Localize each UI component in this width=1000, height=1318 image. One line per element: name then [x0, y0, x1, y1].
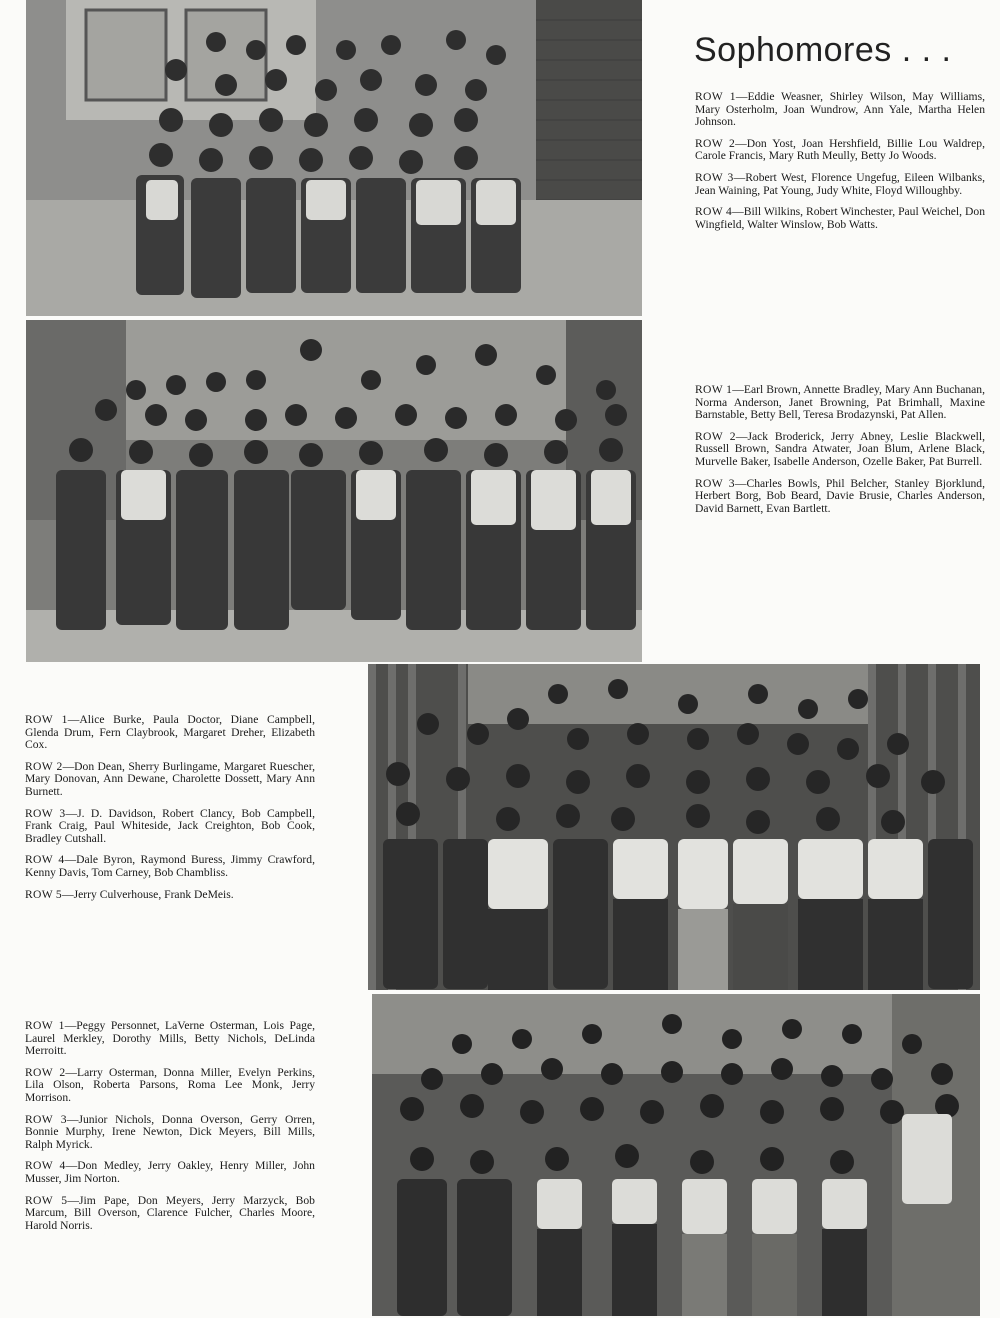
- row-names: Jim Pape, Don Meyers, Jerry Marzyck, Bob Marcum, Bill Overson, Clarence Fulcher, Charles Moore, Harold Norris.: [25, 1193, 315, 1232]
- caption-row: ROW 4—Bill Wilkins, Robert Winchester, Paul Weichel, Don Wingfield, Walter Winslow, Bob Watts.: [695, 205, 985, 231]
- row-label: ROW 3: [695, 170, 734, 184]
- row-names: Charles Bowls, Phil Belcher, Stanley Bjorklund, Herbert Borg, Bob Beard, Davie Brusie, Charles Anderson, David Barnett, Evan Bartlett.: [695, 476, 985, 515]
- page-title: Sophomores . . .: [694, 30, 952, 69]
- row-label: ROW 1: [695, 90, 736, 103]
- row-names: Dale Byron, Raymond Buress, Jimmy Crawford, Kenny Davis, Tom Carney, Bob Chambliss.: [25, 853, 315, 879]
- row-label: ROW 2: [695, 136, 736, 150]
- row-label: ROW 4: [25, 853, 65, 867]
- row-label: ROW 3: [25, 806, 66, 820]
- caption-section-2: [695, 384, 985, 524]
- row-label: ROW 2: [25, 759, 63, 773]
- row-label: ROW 4: [25, 1159, 66, 1173]
- class-photo-4: [372, 994, 980, 1316]
- caption-row: ROW 2—Larry Osterman, Donna Miller, Evelyn Perkins, Lila Olson, Roberta Parsons, Roma Lee Monk, Jerry Morrison.: [25, 1065, 315, 1104]
- row-label: ROW 1: [695, 383, 733, 396]
- caption-row: ROW 1—Eddie Weasner, Shirley Wilson, May Williams, Mary Osterholm, Joan Wundrow, Ann Yale, Martha Helen Johnson.: [695, 90, 985, 129]
- row-names: Don Yost, Joan Hershfield, Billie Lou Waldrep, Carole Francis, Mary Ruth Meully, Betty Jo Woods.: [695, 136, 985, 163]
- caption-row: ROW 4—Dale Byron, Raymond Buress, Jimmy Crawford, Kenny Davis, Tom Carney, Bob Chambliss.: [25, 853, 315, 879]
- row-names: Don Dean, Sherry Burlingame, Margaret Ruescher, Mary Donovan, Ann Dewane, Charolette Dossett, Mary Ann Burnett.: [25, 759, 315, 798]
- row-names: Bill Wilkins, Robert Winchester, Paul Weichel, Don Wingfield, Walter Winslow, Bob Watts.: [695, 205, 985, 231]
- class-group-photo-icon: [26, 0, 642, 316]
- row-label: ROW 5: [25, 887, 63, 901]
- row-names: Earl Brown, Annette Bradley, Mary Ann Buchanan, Norma Anderson, Janet Browning, Pat Brimhall, Maxine Barnstable, Betty Bell, Teresa Brodazynski, Pat Allen.: [695, 383, 985, 422]
- class-photo-1: [26, 0, 642, 316]
- caption-row: ROW 3—Junior Nichols, Donna Overson, Gerry Orren, Bonnie Murphy, Irene Newton, Dick Meyers, Bill Mills, Ralph Myrick.: [25, 1112, 315, 1151]
- caption-section-4: [25, 1020, 315, 1241]
- class-group-photo-icon: [372, 994, 980, 1316]
- caption-row: ROW 5—Jim Pape, Don Meyers, Jerry Marzyck, Bob Marcum, Bill Overson, Clarence Fulcher, Charles Moore, Harold Norris.: [25, 1193, 315, 1232]
- caption-row: ROW 3—J. D. Davidson, Robert Clancy, Bob Campbell, Frank Craig, Paul Whiteside, Jack Creighton, Bob Cook, Bradley Cutshall.: [25, 806, 315, 845]
- caption-row: ROW 2—Jack Broderick, Jerry Abney, Leslie Blackwell, Russell Brown, Sandra Atwater, Joan Blum, Arlene Black, Murvelle Baker, Isabelle Anderson, Ozelle Baker, Pat Burrell.: [695, 429, 985, 468]
- caption-row: ROW 1—Earl Brown, Annette Bradley, Mary Ann Buchanan, Norma Anderson, Janet Browning, Pat Brimhall, Maxine Barnstable, Betty Bell, Teresa Brodazynski, Pat Allen.: [695, 383, 985, 422]
- caption-row: ROW 5—Jerry Culverhouse, Frank DeMeis.: [25, 887, 234, 901]
- caption-row: ROW 2—Don Dean, Sherry Burlingame, Margaret Ruescher, Mary Donovan, Ann Dewane, Charolette Dossett, Mary Ann Burnett.: [25, 759, 315, 798]
- row-label: ROW 1: [25, 713, 68, 726]
- row-label: ROW 1: [25, 1019, 65, 1032]
- row-label: ROW 3: [695, 476, 735, 490]
- row-label: ROW 3: [25, 1112, 67, 1126]
- row-names: Junior Nichols, Donna Overson, Gerry Orren, Bonnie Murphy, Irene Newton, Dick Meyers, Bill Mills, Ralph Myrick.: [25, 1112, 315, 1151]
- class-photo-2: [26, 320, 642, 662]
- row-names: Jerry Culverhouse, Frank DeMeis.: [73, 887, 234, 901]
- caption-section-3: [25, 714, 315, 910]
- caption-section-1: [695, 91, 985, 240]
- caption-row: ROW 3—Robert West, Florence Ungefug, Eileen Wilbanks, Jean Waining, Pat Young, Judy White, Floyd Willoughby.: [695, 170, 985, 197]
- class-group-photo-icon: [26, 320, 642, 662]
- row-label: ROW 5: [25, 1193, 68, 1207]
- class-group-photo-icon: [368, 664, 980, 990]
- row-label: ROW 4: [695, 205, 733, 219]
- row-names: Larry Osterman, Donna Miller, Evelyn Perkins, Lila Olson, Roberta Parsons, Roma Lee Monk, Jerry Morrison.: [25, 1065, 315, 1104]
- caption-row: ROW 1—Alice Burke, Paula Doctor, Diane Campbell, Glenda Drum, Fern Claybrook, Margaret Dreher, Elizabeth Cox.: [25, 713, 315, 752]
- caption-row: ROW 1—Peggy Personnet, LaVerne Osterman, Lois Page, Laurel Merkley, Dorothy Mills, Betty Nichols, DeLinda Merroitt.: [25, 1019, 315, 1058]
- row-names: Jack Broderick, Jerry Abney, Leslie Blackwell, Russell Brown, Sandra Atwater, Joan Blum, Arlene Black, Murvelle Baker, Isabelle Anderson, Ozelle Baker, Pat Burrell.: [695, 429, 985, 468]
- class-photo-3: [368, 664, 980, 990]
- row-names: Robert West, Florence Ungefug, Eileen Wilbanks, Jean Waining, Pat Young, Judy White, Floyd Willoughby.: [695, 170, 985, 197]
- row-names: J. D. Davidson, Robert Clancy, Bob Campbell, Frank Craig, Paul Whiteside, Jack Creighton, Bob Cook, Bradley Cutshall.: [25, 806, 315, 845]
- row-label: ROW 2: [25, 1065, 66, 1079]
- row-names: Peggy Personnet, LaVerne Osterman, Lois Page, Laurel Merkley, Dorothy Mills, Betty Nichols, DeLinda Merroitt.: [25, 1019, 315, 1058]
- row-label: ROW 2: [695, 429, 736, 443]
- row-names: Alice Burke, Paula Doctor, Diane Campbell, Glenda Drum, Fern Claybrook, Margaret Dreher, Elizabeth Cox.: [25, 713, 315, 752]
- row-names: Don Medley, Jerry Oakley, Henry Miller, John Musser, Jim Norton.: [25, 1159, 315, 1185]
- row-names: Eddie Weasner, Shirley Wilson, May Williams, Mary Osterholm, Joan Wundrow, Ann Yale, Martha Helen Johnson.: [695, 90, 985, 129]
- caption-row: ROW 3—Charles Bowls, Phil Belcher, Stanley Bjorklund, Herbert Borg, Bob Beard, Davie Brusie, Charles Anderson, David Barnett, Evan Bartlett.: [695, 476, 985, 515]
- caption-row: ROW 2—Don Yost, Joan Hershfield, Billie Lou Waldrep, Carole Francis, Mary Ruth Meully, Betty Jo Woods.: [695, 136, 985, 163]
- caption-row: ROW 4—Don Medley, Jerry Oakley, Henry Miller, John Musser, Jim Norton.: [25, 1159, 315, 1185]
